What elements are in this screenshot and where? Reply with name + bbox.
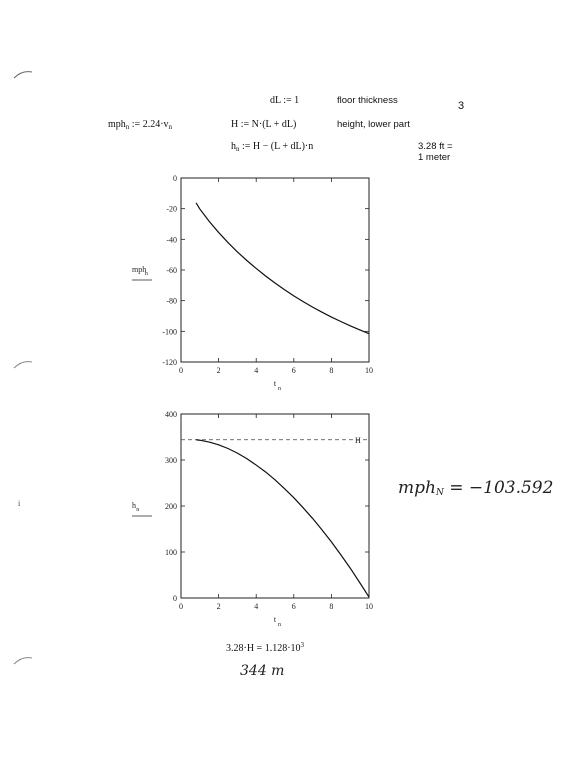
x-tick-label: 0 <box>179 602 183 611</box>
handwritten-mph-label: mph <box>398 478 436 498</box>
mph-rhs-sub: n <box>168 123 173 131</box>
x-tick-label: 6 <box>291 602 296 611</box>
unit-conversion <box>418 141 453 163</box>
handwritten-mph-result <box>398 478 553 498</box>
scan-mark <box>14 658 32 664</box>
y-tick-label: -100 <box>162 327 177 337</box>
handwritten-height-note: 344 m <box>240 663 285 679</box>
handwritten-mph-sub: N <box>435 488 444 498</box>
x-tick-label: 2 <box>216 366 221 375</box>
y-tick-label: 300 <box>165 456 177 465</box>
mph-definition <box>108 119 172 131</box>
y-axis-label: h <box>132 501 136 510</box>
hn-lhs-sub: n <box>236 145 240 153</box>
series-line <box>196 440 369 597</box>
x-tick-label: 4 <box>254 602 259 611</box>
y-tick-label: -40 <box>166 235 177 245</box>
scan-mark <box>14 362 32 368</box>
scan-marks <box>8 60 38 680</box>
height-chart <box>110 404 410 630</box>
handwritten-mph-value: = −103.592 <box>443 478 554 498</box>
y-tick-label: 100 <box>165 548 177 557</box>
x-tick-label: 8 <box>329 602 334 611</box>
result-line-text: 3.28·H = 1.128·10 <box>226 643 301 654</box>
y-axis-label-sub: n <box>136 507 140 513</box>
x-axis-label-sub: n <box>278 386 281 392</box>
y-tick-label: 0 <box>173 174 177 183</box>
y-tick-label: 200 <box>165 502 177 511</box>
x-axis-label-sub: n <box>278 622 281 628</box>
page-number: 3 <box>458 100 465 112</box>
x-axis-label: t <box>273 379 277 388</box>
dl-note: floor thickness <box>337 95 398 106</box>
series-line <box>196 203 369 334</box>
plot-frame <box>181 178 369 362</box>
reference-line-label: H <box>355 435 361 445</box>
y-tick-label: -60 <box>166 266 177 275</box>
scan-mark <box>14 72 32 78</box>
dl-definition: dL := 1 <box>270 95 300 106</box>
y-tick-label: 400 <box>165 410 177 419</box>
y-axis-label: mph <box>132 265 147 274</box>
hn-definition <box>231 141 313 153</box>
mph-chart <box>110 168 410 398</box>
x-tick-label: 4 <box>254 366 259 375</box>
x-tick-label: 8 <box>329 366 334 375</box>
h-note: height, lower part <box>337 119 410 130</box>
y-tick-label: 0 <box>173 594 177 603</box>
x-tick-label: 6 <box>291 366 296 375</box>
hn-lhs: h <box>231 141 236 152</box>
mph-rhs: := 2.24·v <box>131 119 169 130</box>
x-tick-label: 10 <box>365 366 373 375</box>
x-tick-label: 10 <box>365 602 373 611</box>
h-definition: H := N·(L + dL) <box>231 119 297 130</box>
scan-mark: i <box>18 499 21 508</box>
unit-conversion-line2: 1 meter <box>418 152 451 163</box>
x-tick-label: 2 <box>216 602 221 611</box>
unit-conversion-line1: 3.28 ft = <box>418 141 453 152</box>
mph-lhs: mph <box>108 119 126 130</box>
y-tick-label: -80 <box>166 296 177 306</box>
y-tick-label: -20 <box>166 204 177 214</box>
mph-lhs-sub: n <box>125 123 130 131</box>
result-line <box>226 641 304 654</box>
y-tick-label: -120 <box>162 358 177 367</box>
hn-rhs: := H − (L + dL)·n <box>242 141 314 152</box>
x-tick-label: 0 <box>179 366 183 375</box>
result-line-exponent: 3 <box>300 641 305 649</box>
x-axis-label: t <box>273 615 277 624</box>
y-axis-label-sub: n <box>144 271 148 277</box>
